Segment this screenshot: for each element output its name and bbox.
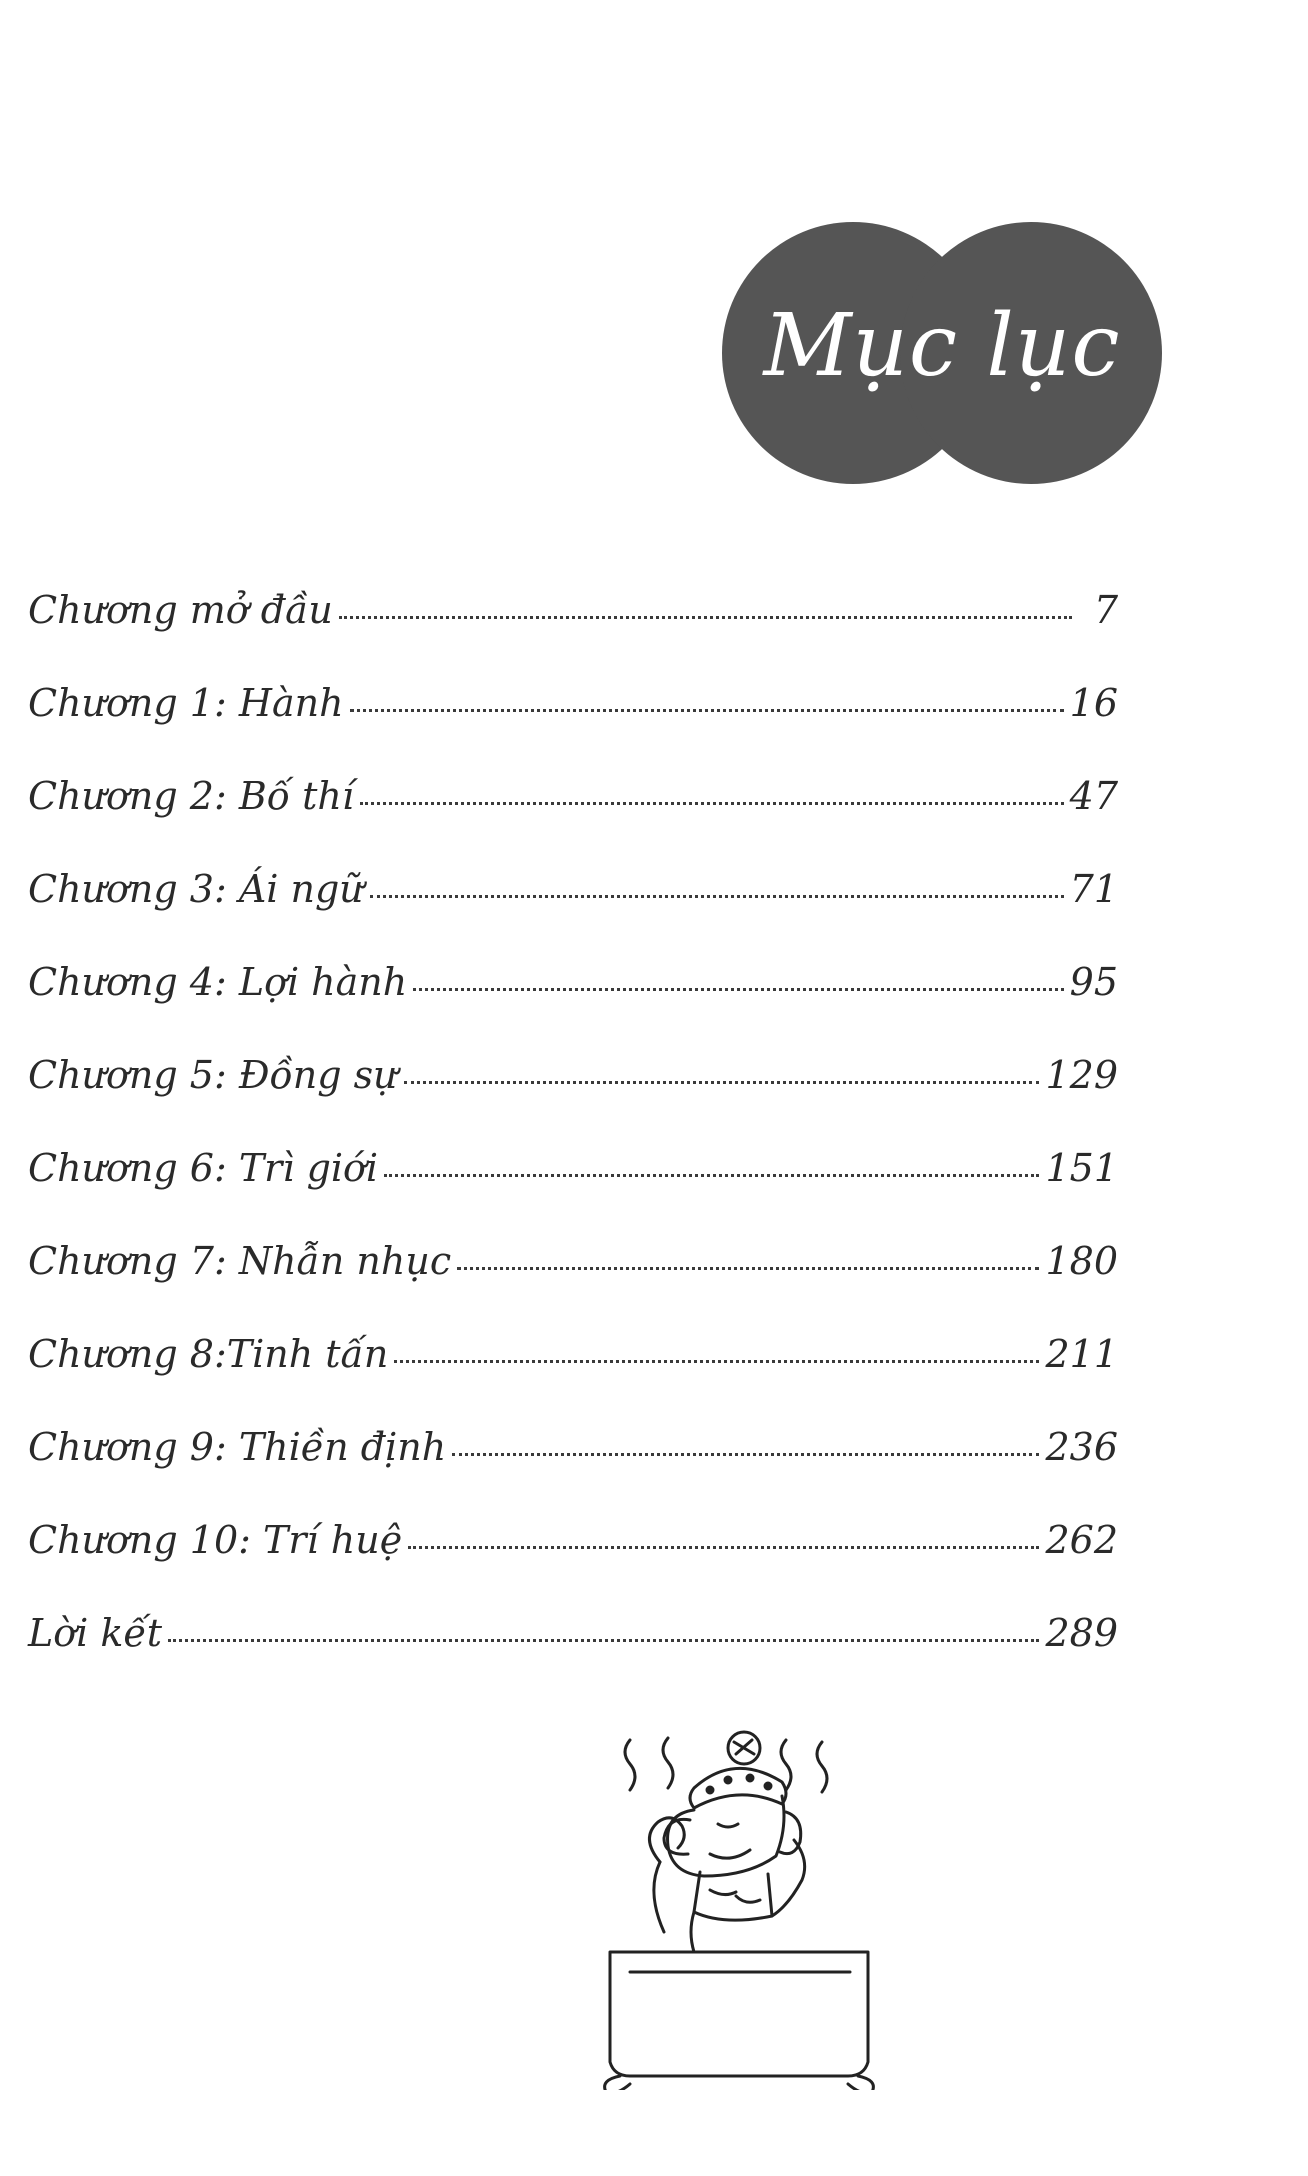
table-of-contents [28,588,1118,1704]
toc-entry-page: 47 [1069,774,1118,818]
toc-entry-label: Chương 4: Lợi hành [28,960,408,1004]
toc-leader-dots [370,895,1064,898]
toc-entry-label: Chương 5: Đồng sự [28,1053,398,1097]
toc-entry-page: 289 [1045,1611,1118,1655]
toc-entry-label: Chương mở đầu [28,588,333,632]
title-badge [722,222,1162,484]
toc-leader-dots [457,1267,1039,1270]
toc-entry[interactable] [28,681,1118,774]
toc-entry-label: Chương 3: Ái ngữ [28,867,364,911]
steam-icon [625,1740,635,1790]
toc-entry-label: Chương 7: Nhẫn nhục [28,1239,452,1283]
toc-entry[interactable] [28,774,1118,867]
toc-entry-label: Chương 8:Tinh tấn [28,1332,389,1376]
monk-in-bath-illustration [590,1720,890,2090]
toc-leader-dots [384,1174,1039,1177]
page-title: Mục lục [763,296,1121,396]
toc-entry[interactable] [28,867,1118,960]
toc-entry[interactable] [28,588,1118,681]
toc-entry[interactable] [28,1518,1118,1611]
toc-leader-dots [408,1546,1039,1549]
toc-leader-dots [394,1360,1039,1363]
toc-leader-dots [339,616,1072,619]
toc-entry-page: 211 [1045,1332,1118,1376]
toc-leader-dots [168,1639,1039,1642]
toc-entry-page: 180 [1045,1239,1118,1283]
toc-entry[interactable] [28,960,1118,1053]
toc-leader-dots [360,802,1064,805]
toc-entry[interactable] [28,1053,1118,1146]
toc-leader-dots [350,709,1064,712]
toc-entry-page: 262 [1045,1518,1118,1562]
toc-entry-page: 7 [1093,588,1118,632]
toc-entry[interactable] [28,1146,1118,1239]
toc-entry-label: Chương 10: Trí huệ [28,1518,403,1562]
toc-entry[interactable] [28,1611,1118,1704]
toc-leader-dots [452,1453,1039,1456]
toc-entry[interactable] [28,1332,1118,1425]
toc-entry-page: 71 [1069,867,1118,911]
toc-entry-page: 16 [1069,681,1118,725]
toc-entry[interactable] [28,1239,1118,1332]
toc-entry-page: 236 [1045,1425,1118,1469]
toc-leader-dots [413,988,1063,991]
toc-entry-label: Chương 1: Hành [28,681,344,725]
toc-entry-label: Chương 6: Trì giới [28,1146,379,1190]
toc-entry-label: Chương 2: Bố thí [28,774,354,818]
toc-entry-page: 151 [1045,1146,1118,1190]
toc-entry-label: Chương 9: Thiền định [28,1425,447,1469]
toc-entry-page: 129 [1045,1053,1118,1097]
toc-entry-label: Lời kết [28,1611,163,1655]
toc-entry[interactable] [28,1425,1118,1518]
toc-entry-page: 95 [1069,960,1118,1004]
toc-leader-dots [404,1081,1040,1084]
